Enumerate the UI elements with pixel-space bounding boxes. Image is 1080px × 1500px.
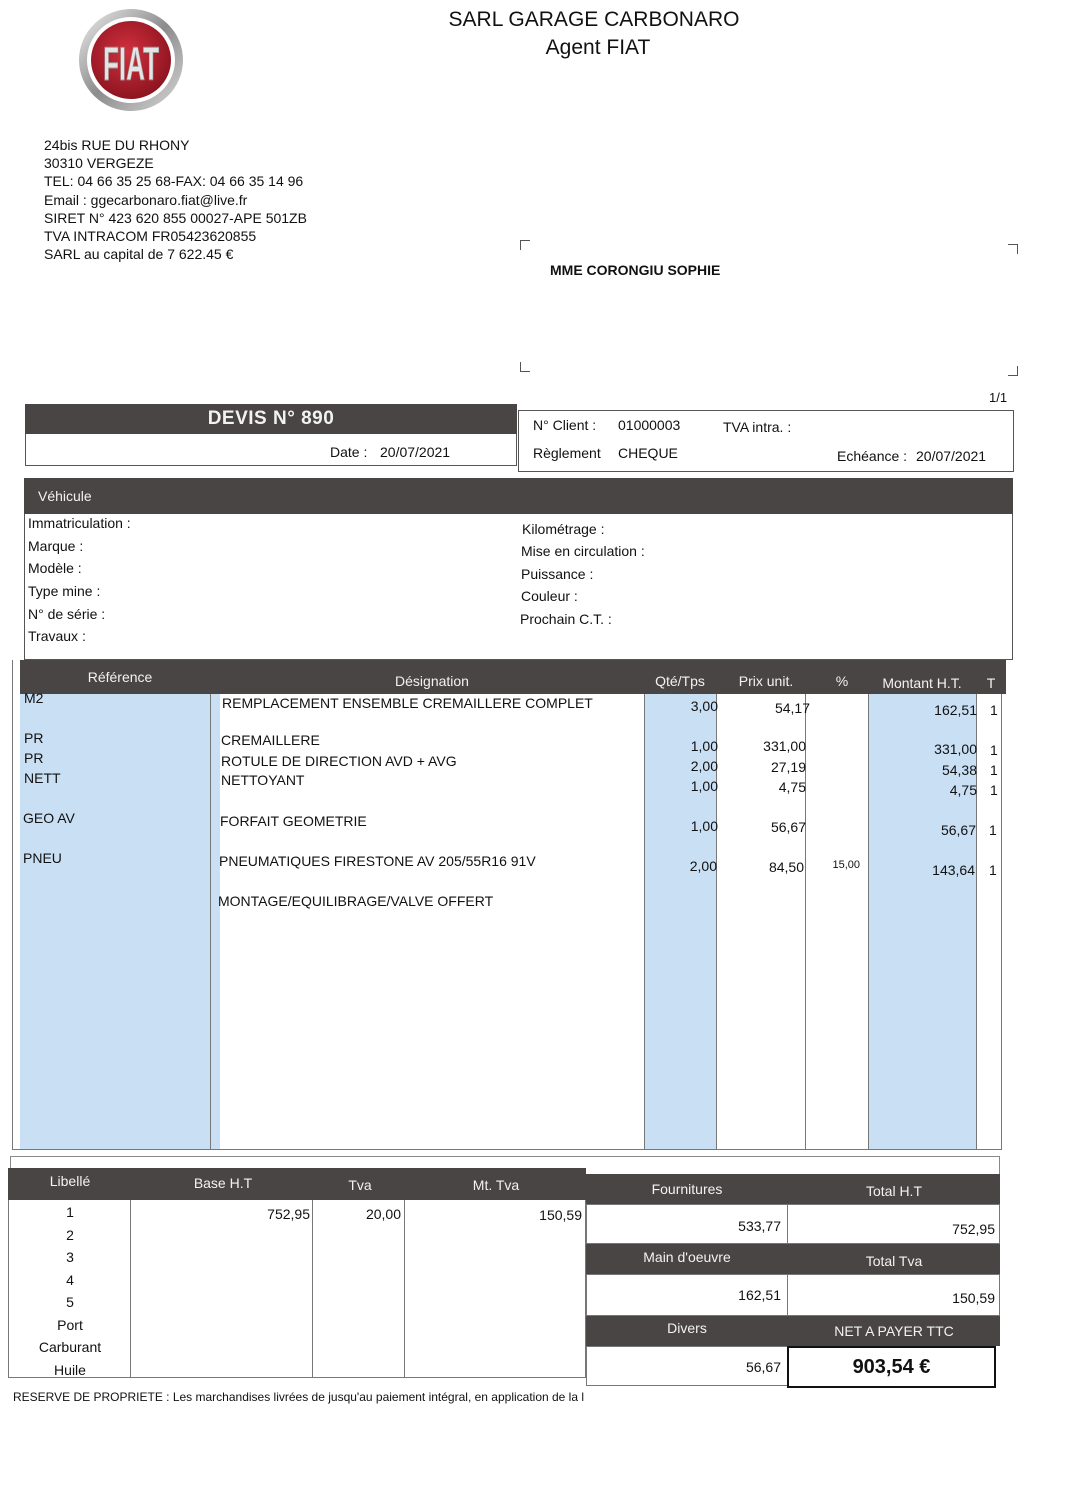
row-unit-price: 331,00 <box>763 738 806 754</box>
date-label: Date : <box>330 444 368 460</box>
vat-label: Carburant <box>38 1339 102 1355</box>
row-unit-price: 27,19 <box>770 759 806 775</box>
client-number-label: N° Client : <box>533 417 597 433</box>
vehicle-field-label: Travaux : <box>28 628 86 644</box>
address-line: TVA INTRACOM FR05423620855 <box>44 228 257 245</box>
vat-labels <box>8 1201 132 1381</box>
row-reference: GEO AV <box>23 810 75 826</box>
column-header-unit-price: Prix unit. <box>738 673 794 689</box>
row-qty: 1,00 <box>690 738 718 754</box>
lines-table <box>12 660 1006 1150</box>
row-amount: 56,67 <box>940 822 976 838</box>
reserve-de-propriete-note: RESERVE DE PROPRIETE : Les marchandises livrées de jusqu'au paiement intégral, en application de la l <box>13 1390 585 1404</box>
vehicle-field-label: N° de série : <box>28 606 106 622</box>
column-header-qty: Qté/Tps <box>655 673 705 689</box>
address-corner-mark <box>1008 366 1018 376</box>
vat-header-libelle: Libellé <box>49 1173 91 1189</box>
row-t: 1 <box>990 702 998 718</box>
row-amount: 54,38 <box>941 762 977 778</box>
row-designation: MONTAGE/EQUILIBRAGE/VALVE OFFERT <box>218 893 494 909</box>
row-designation: REMPLACEMENT ENSEMBLE CREMAILLERE COMPLET <box>222 695 593 711</box>
total-tva-value: 150,59 <box>952 1290 995 1306</box>
vat-label: 1 <box>66 1204 74 1220</box>
company-subtitle: Agent FIAT <box>545 36 651 59</box>
reglement-value: CHEQUE <box>618 445 678 461</box>
vat-header-base: Base H.T <box>193 1175 253 1191</box>
table-border <box>12 660 1002 1150</box>
vat-label: 4 <box>66 1271 74 1288</box>
row-qty: 3,00 <box>690 698 718 714</box>
vehicle-field-label: Couleur : <box>521 588 578 604</box>
address-line: 30310 VERGEZE <box>44 155 154 172</box>
vat-label: Huile <box>54 1361 86 1378</box>
row-t: 1 <box>989 822 997 838</box>
column-header-reference: Référence <box>87 669 153 685</box>
address-line: SIRET N° 423 620 855 00027-APE 501ZB <box>44 209 307 226</box>
page-number: 1/1 <box>989 390 1008 405</box>
divers-value: 56,67 <box>745 1359 781 1375</box>
svg-text:FIAT: FIAT <box>103 38 159 92</box>
net-a-payer-value: 903,54 € <box>787 1346 996 1388</box>
address-corner-mark <box>520 240 530 250</box>
column-header-percent: % <box>835 673 849 689</box>
row-designation: CREMAILLERE <box>221 732 320 748</box>
vat-amount-value: 150,59 <box>539 1207 582 1223</box>
tva-intra-label: TVA intra. : <box>723 419 792 435</box>
vehicle-field-label: Modèle : <box>28 560 82 576</box>
address-corner-mark <box>520 362 530 372</box>
row-discount-percent: 15,00 <box>832 859 860 871</box>
column-divider <box>312 1200 313 1378</box>
vat-label: Port <box>57 1316 83 1333</box>
row-qty: 1,00 <box>690 778 718 794</box>
vat-label: 3 <box>66 1249 74 1265</box>
total-ht-value: 752,95 <box>952 1221 995 1237</box>
divers-label: Divers <box>667 1320 707 1336</box>
row-designation: FORFAIT GEOMETRIE <box>220 813 367 829</box>
row-reference: NETT <box>24 770 61 786</box>
row-amount: 4,75 <box>949 782 977 798</box>
column-header-t: T <box>986 675 996 691</box>
vehicle-field-label: Mise en circulation : <box>521 543 645 559</box>
net-a-payer-label: NET A PAYER TTC <box>834 1323 954 1339</box>
column-divider <box>404 1200 405 1378</box>
client-number: 01000003 <box>618 417 681 433</box>
fournitures-label: Fournitures <box>651 1181 723 1197</box>
row-designation: PNEUMATIQUES FIRESTONE AV 205/55R16 91V <box>219 853 536 869</box>
row-designation: NETTOYANT <box>221 772 305 788</box>
company-address <box>44 136 307 263</box>
address-corner-mark <box>1008 244 1018 254</box>
address-line: 24bis RUE DU RHONY <box>44 137 190 153</box>
row-reference: PNEU <box>23 850 62 866</box>
row-designation: ROTULE DE DIRECTION AVD + AVG <box>221 753 457 769</box>
row-unit-price: 54,17 <box>774 700 810 716</box>
fournitures-value: 533,77 <box>738 1218 781 1234</box>
row-t: 1 <box>990 742 998 758</box>
vehicle-field-label: Marque : <box>28 538 84 554</box>
row-unit-price: 56,67 <box>770 819 806 835</box>
column-header-amount: Montant H.T. <box>882 675 962 691</box>
row-reference: PR <box>24 730 44 746</box>
vehicle-field-label: Kilométrage : <box>522 521 605 537</box>
client-name: MME CORONGIU SOPHIE <box>550 262 721 278</box>
row-amount: 143,64 <box>932 862 975 878</box>
row-unit-price: 4,75 <box>778 779 806 795</box>
row-qty: 2,00 <box>690 758 718 774</box>
row-reference: PR <box>24 750 44 766</box>
devis-title: DEVIS N° 890 <box>25 404 517 434</box>
date-value: 20/07/2021 <box>380 444 451 460</box>
row-qty: 2,00 <box>689 858 717 874</box>
vat-rate-value: 20,00 <box>365 1206 401 1222</box>
row-amount: 162,51 <box>934 702 977 718</box>
echeance-label: Echéance : <box>837 448 908 464</box>
row-reference: M2 <box>24 690 44 706</box>
row-amount: 331,00 <box>934 741 977 757</box>
vehicle-field-label: Puissance : <box>521 566 594 582</box>
vat-label: 2 <box>66 1226 74 1243</box>
vat-header-tva: Tva <box>348 1177 372 1193</box>
row-qty: 1,00 <box>690 818 718 834</box>
row-unit-price: 84,50 <box>768 859 804 875</box>
address-line: SARL au capital de 7 622.45 € <box>44 246 234 263</box>
vehicle-field-label: Immatriculation : <box>28 515 131 531</box>
main-oeuvre-label: Main d'oeuvre <box>643 1249 731 1265</box>
address-line: TEL: 04 66 35 25 68-FAX: 04 66 35 14 96 <box>44 173 304 190</box>
vat-header-mt-tva: Mt. Tva <box>472 1177 520 1193</box>
vat-base-value: 752,95 <box>267 1206 310 1222</box>
main-oeuvre-value: 162,51 <box>738 1287 781 1303</box>
column-divider <box>210 694 211 1150</box>
vehicle-header: Véhicule <box>24 478 1013 514</box>
vehicle-field-label: Prochain C.T. : <box>520 611 612 627</box>
row-t: 1 <box>990 782 998 798</box>
row-t: 1 <box>990 762 998 778</box>
company-name: SARL GARAGE CARBONARO <box>448 8 740 31</box>
echeance-value: 20/07/2021 <box>916 448 987 464</box>
address-line: Email : ggecarbonaro.fiat@live.fr <box>44 191 248 208</box>
column-header-designation: Désignation <box>395 673 469 689</box>
total-tva-label: Total Tva <box>865 1253 923 1269</box>
total-ht-label: Total H.T <box>865 1183 922 1199</box>
reglement-label: Règlement <box>533 445 601 461</box>
vat-label: 5 <box>66 1294 74 1310</box>
vehicle-field-label: Type mine : <box>28 583 101 599</box>
row-t: 1 <box>989 862 997 878</box>
